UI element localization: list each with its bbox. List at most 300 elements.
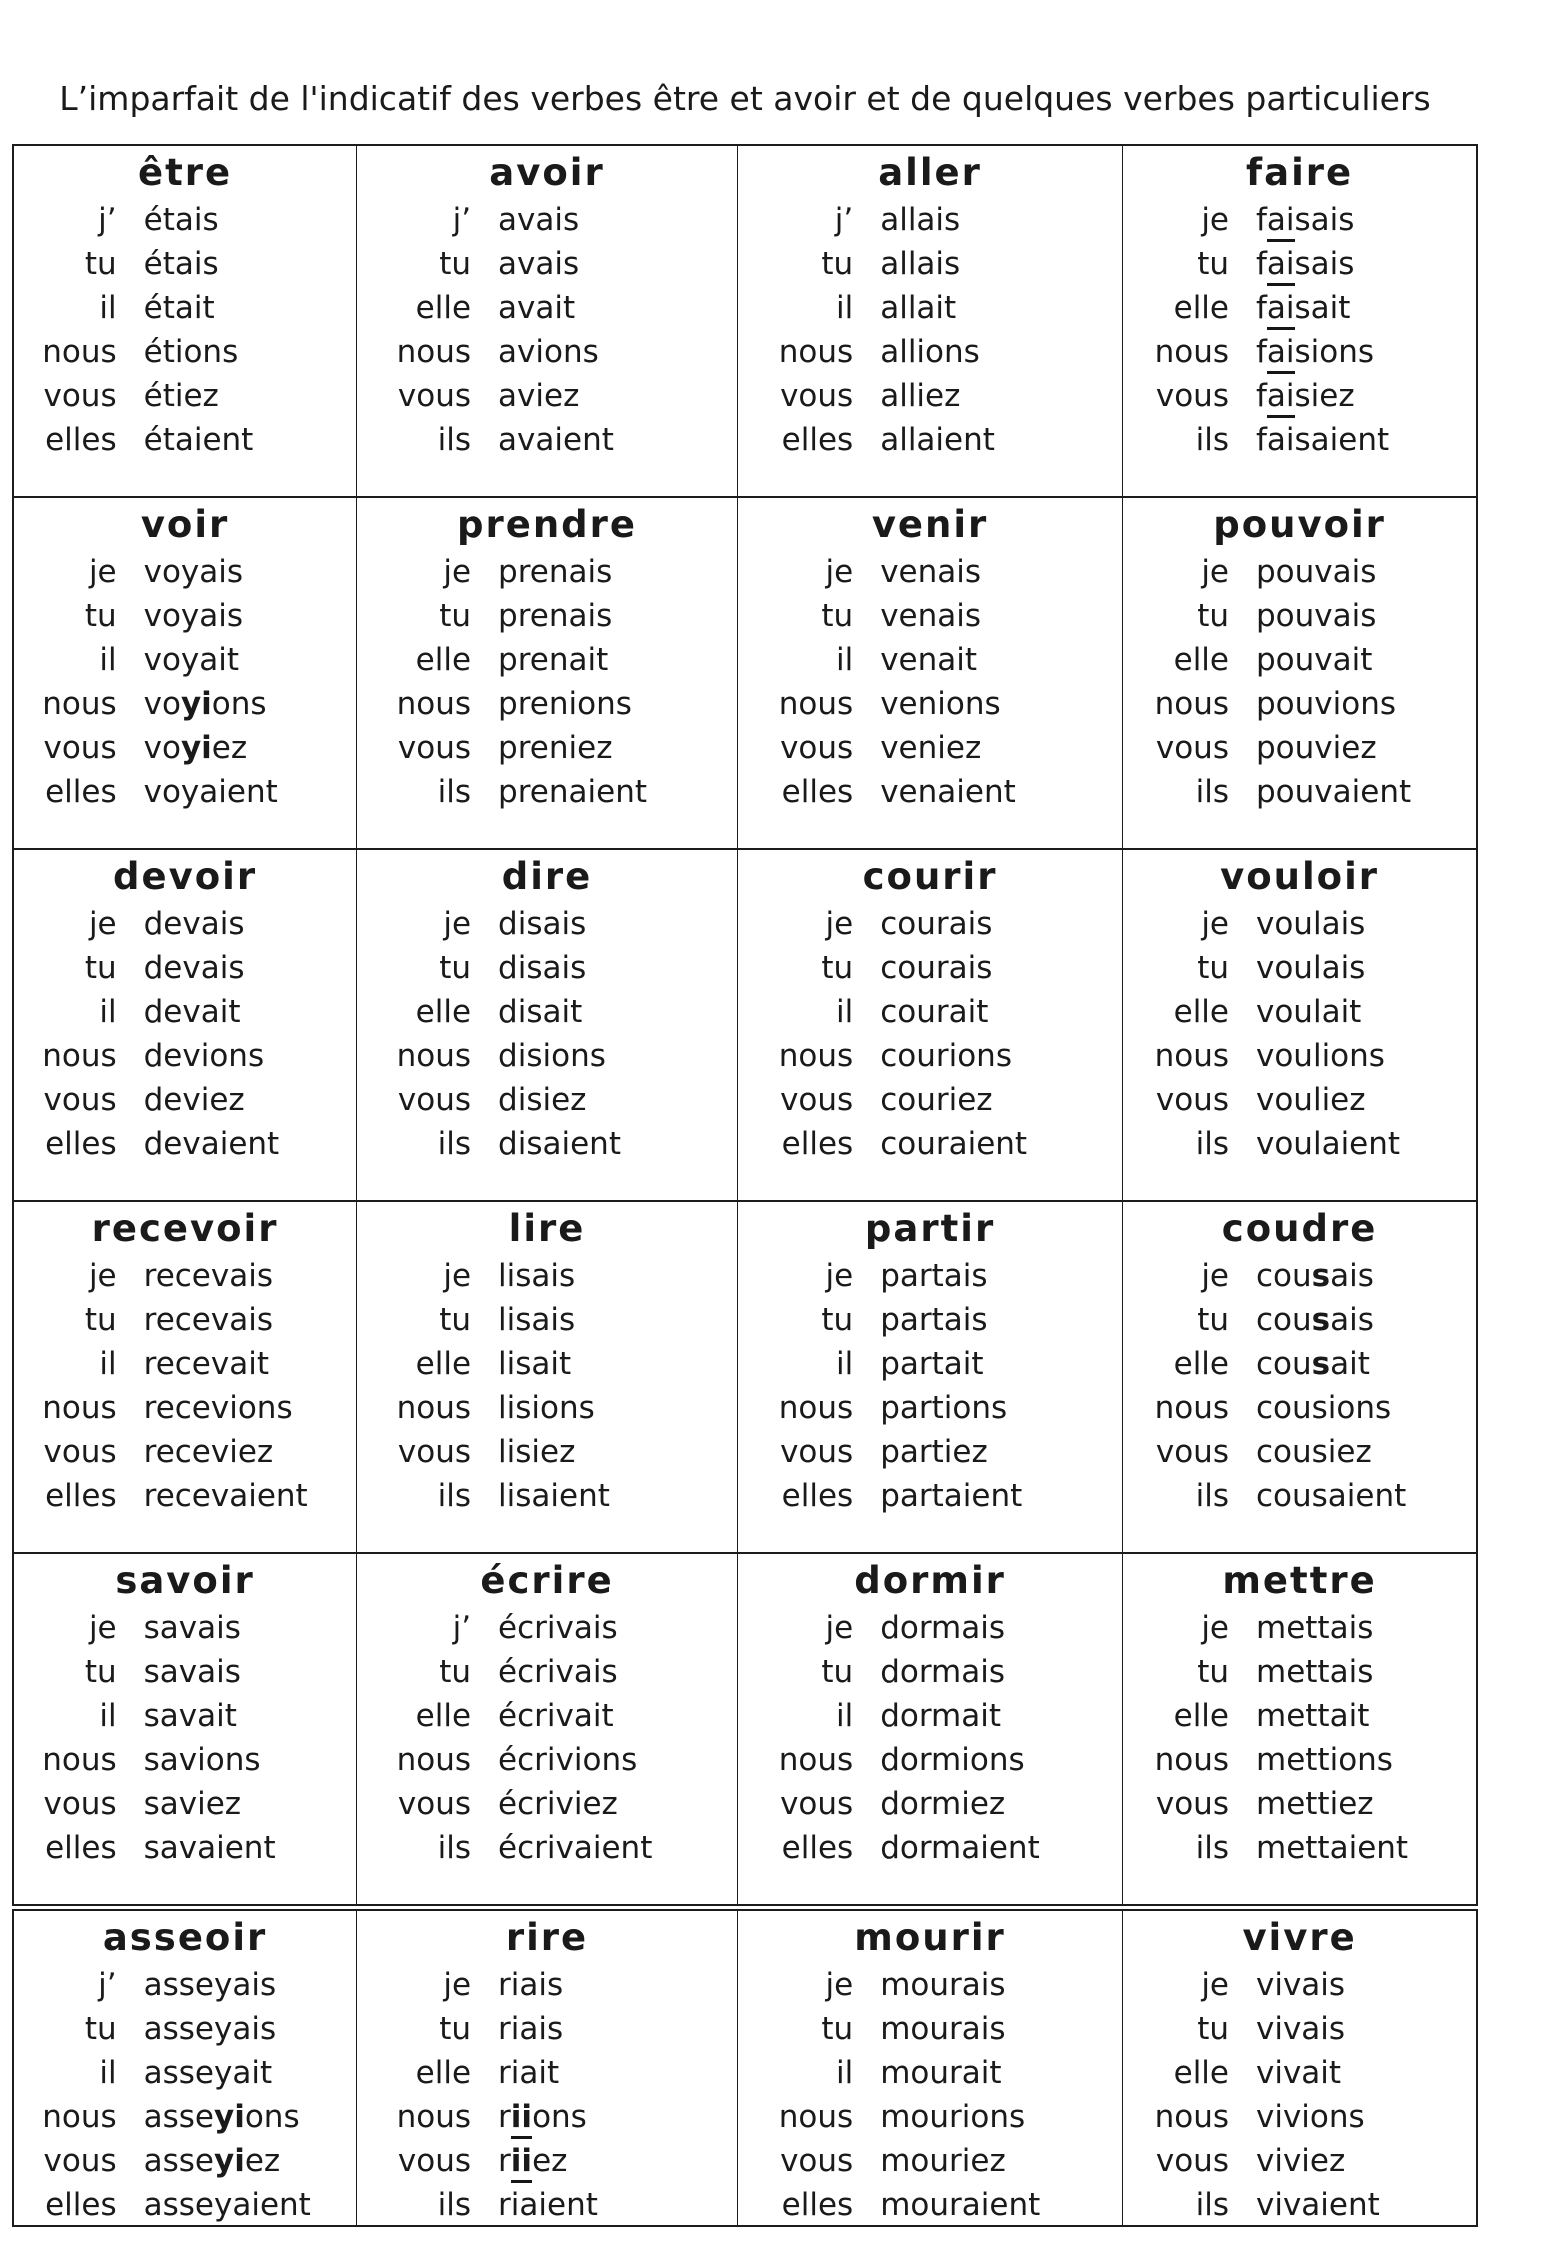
verb-form: voulait [1256, 994, 1362, 1030]
pronoun: tu [84, 246, 117, 282]
verb-form: disais [498, 950, 587, 986]
conjugation-row [14, 2051, 356, 2095]
conjugation-row [738, 1034, 1122, 1078]
verb-block-lire [356, 1202, 737, 1552]
verb-block-courir [737, 850, 1122, 1200]
verb-form: mouraient [880, 2187, 1041, 2223]
table-row [12, 1552, 1478, 1906]
pronoun: nous [1154, 334, 1229, 370]
verb-form: disais [498, 906, 587, 942]
conjugation-row [14, 1254, 356, 1298]
conjugation-row [14, 2183, 356, 2225]
verb-form: recevais [143, 1302, 273, 1338]
conjugation-row [357, 1474, 737, 1518]
verb-form: mourais [880, 2011, 1006, 2047]
pronoun: vous [397, 1786, 472, 1822]
verb-form: disait [498, 994, 583, 1030]
conjugation-row [357, 198, 737, 242]
pronoun: il [99, 2055, 117, 2091]
conjugation-row [1123, 1078, 1476, 1122]
verb-form: faisaient [1256, 422, 1390, 458]
pronoun: je [1201, 1258, 1229, 1294]
verb-form: mettait [1256, 1698, 1370, 1734]
conjugation-row [1123, 1963, 1476, 2007]
pronoun: vous [1155, 1434, 1229, 1470]
verb-form: voulais [1256, 906, 1366, 942]
conjugation-row [357, 1782, 737, 1826]
verb-block-avoir [356, 146, 737, 496]
pronoun: nous [42, 1390, 117, 1426]
verb-form: lisais [498, 1258, 576, 1294]
conjugation-row [357, 418, 737, 462]
conjugation-row [357, 1738, 737, 1782]
pronoun: tu [1197, 950, 1229, 986]
verb-infinitive: devoir [113, 855, 258, 898]
verb-form: riiez [471, 2139, 737, 2183]
pronoun: il [99, 642, 117, 678]
conjugation-row [14, 418, 356, 462]
verb-form: partiez [880, 1434, 988, 1470]
verb-infinitive: coudre [1221, 1207, 1378, 1250]
pronoun: elles [45, 1478, 117, 1514]
pronoun: tu [439, 1654, 472, 1690]
conjugation-row [1123, 2139, 1476, 2183]
conjugation-row [738, 1474, 1122, 1518]
verb-form: voulions [1256, 1038, 1385, 1074]
pronoun: nous [778, 1038, 854, 1074]
conjugation-row [357, 2183, 737, 2225]
verb-form: mettais [1256, 1654, 1374, 1690]
conjugation-row [14, 682, 356, 726]
pronoun: elles [781, 422, 854, 458]
verb-infinitive: prendre [457, 503, 638, 546]
verb-form: deviez [143, 1082, 245, 1118]
conjugation-row [357, 1430, 737, 1474]
conjugation-row [14, 902, 356, 946]
conjugation-row [738, 1694, 1122, 1738]
conjugation-row [14, 550, 356, 594]
verb-form: recevais [143, 1258, 273, 1294]
pronoun: j’ [452, 202, 472, 238]
verb-form: écrivait [498, 1698, 614, 1734]
pronoun: vous [43, 1434, 117, 1470]
conjugation-row [357, 1963, 737, 2007]
verb-form: courais [880, 950, 993, 986]
pronoun: tu [84, 950, 117, 986]
verb-form: dormions [880, 1742, 1025, 1778]
pronoun: vous [780, 378, 854, 414]
pronoun: elles [45, 2187, 117, 2223]
verb-form: riaient [498, 2187, 598, 2223]
verb-form: cousions [1256, 1390, 1392, 1426]
verb-form: recevaient [143, 1478, 308, 1514]
verb-form: était [143, 290, 215, 326]
verb-block-écrire [356, 1554, 737, 1904]
pronoun: je [1201, 202, 1229, 238]
verb-form: voyais [143, 598, 244, 634]
pronoun: nous [42, 1742, 117, 1778]
verb-form: receviez [143, 1434, 274, 1470]
verb-form: avions [498, 334, 599, 370]
pronoun: ils [1195, 1126, 1229, 1162]
conjugation-row [738, 902, 1122, 946]
verb-block-aller [737, 146, 1122, 496]
verb-form: cousais [1256, 1302, 1374, 1338]
verb-infinitive: asseoir [102, 1916, 268, 1959]
verb-form: dormais [880, 1610, 1006, 1646]
conjugation-row [14, 1606, 356, 1650]
conjugation-row [1123, 902, 1476, 946]
conjugation-row [1123, 550, 1476, 594]
conjugation-row [1123, 286, 1476, 330]
verb-form: venions [880, 686, 1001, 722]
verb-block-partir [737, 1202, 1122, 1552]
verb-infinitive: vivre [1242, 1916, 1357, 1959]
conjugation-row [1123, 726, 1476, 770]
pronoun: tu [821, 1654, 854, 1690]
conjugation-row [738, 2139, 1122, 2183]
pronoun: tu [439, 2011, 472, 2047]
verb-form: allais [880, 246, 961, 282]
verb-form: venais [880, 598, 982, 634]
pronoun: tu [821, 246, 854, 282]
conjugation-row [738, 1738, 1122, 1782]
pronoun: vous [780, 1434, 854, 1470]
pronoun: j’ [98, 1967, 117, 2003]
conjugation-row [738, 1342, 1122, 1386]
conjugation-row [738, 1430, 1122, 1474]
pronoun: tu [439, 1302, 472, 1338]
pronoun: nous [778, 1390, 854, 1426]
verb-form: avaient [498, 422, 614, 458]
verb-form: couriez [880, 1082, 993, 1118]
pronoun: je [825, 554, 854, 590]
verb-form: étaient [143, 422, 254, 458]
conjugation-row [357, 1650, 737, 1694]
pronoun: vous [397, 1434, 472, 1470]
verb-infinitive: mettre [1222, 1559, 1377, 1602]
conjugation-row [14, 946, 356, 990]
conjugation-row [738, 770, 1122, 814]
verb-infinitive: écrire [480, 1559, 614, 1602]
conjugation-row [357, 1034, 737, 1078]
verb-form: prenaient [498, 774, 647, 810]
verb-form: devais [143, 906, 245, 942]
pronoun: il [99, 1346, 117, 1382]
pronoun: nous [1154, 1742, 1229, 1778]
verb-form: asseyiez [143, 2143, 281, 2179]
pronoun: nous [778, 334, 854, 370]
conjugation-row [1123, 1034, 1476, 1078]
verb-infinitive: lire [508, 1207, 586, 1250]
conjugation-row [14, 1430, 356, 1474]
verb-block-coudre [1122, 1202, 1476, 1552]
conjugation-row [357, 2139, 737, 2183]
pronoun: je [825, 1967, 854, 2003]
pronoun: ils [1195, 1478, 1229, 1514]
pronoun: ils [437, 422, 472, 458]
conjugation-row [1123, 1298, 1476, 1342]
pronoun: j’ [834, 202, 854, 238]
conjugation-row [357, 2051, 737, 2095]
conjugation-row [14, 2139, 356, 2183]
pronoun: elles [781, 1830, 854, 1866]
verb-form: prenais [498, 554, 613, 590]
conjugation-row [1123, 1606, 1476, 1650]
pronoun: je [443, 1967, 472, 2003]
verb-infinitive: faire [1246, 151, 1354, 194]
verb-form: prenais [498, 598, 613, 634]
verb-form: mettais [1256, 1610, 1374, 1646]
pronoun: nous [42, 686, 117, 722]
pronoun: elle [1173, 1698, 1229, 1734]
pronoun: elle [1173, 2055, 1229, 2091]
verb-form: pouvais [1256, 554, 1377, 590]
table-row [12, 496, 1478, 850]
verb-form: savait [143, 1698, 237, 1734]
pronoun: tu [439, 246, 472, 282]
verb-form: mettaient [1256, 1830, 1409, 1866]
pronoun: vous [780, 1786, 854, 1822]
pronoun: vous [397, 378, 472, 414]
conjugation-row [738, 1826, 1122, 1870]
conjugation-row [14, 242, 356, 286]
verb-block-faire [1122, 146, 1476, 496]
verb-block-savoir [14, 1554, 356, 1904]
verb-form: couraient [880, 1126, 1028, 1162]
pronoun: vous [397, 1082, 472, 1118]
pronoun: vous [1155, 1786, 1229, 1822]
verb-infinitive: mourir [854, 1916, 1006, 1959]
verb-form: vivaient [1256, 2187, 1380, 2223]
pronoun: elle [415, 1698, 472, 1734]
conjugation-row [1123, 2095, 1476, 2139]
pronoun: elles [45, 774, 117, 810]
conjugation-row [357, 594, 737, 638]
verb-form: mettions [1256, 1742, 1393, 1778]
pronoun: ils [1195, 2187, 1229, 2223]
conjugation-row [14, 1342, 356, 1386]
pronoun: vous [43, 730, 117, 766]
verb-form: courais [880, 906, 993, 942]
verb-form: vouliez [1256, 1082, 1366, 1118]
conjugation-row [357, 1342, 737, 1386]
pronoun: elle [415, 2055, 472, 2091]
pronoun: tu [821, 2011, 854, 2047]
verb-form: asseyait [143, 2055, 273, 2091]
verb-block-vivre [1122, 1911, 1476, 2225]
pronoun: vous [1155, 378, 1229, 414]
verb-infinitive: courir [862, 855, 998, 898]
verb-form: faisais [1229, 242, 1476, 286]
pronoun: nous [396, 334, 472, 370]
verb-form: prenions [498, 686, 632, 722]
verb-form: mourions [880, 2099, 1026, 2135]
conjugation-row [738, 1963, 1122, 2007]
conjugation-row [1123, 682, 1476, 726]
conjugation-row [14, 1650, 356, 1694]
pronoun: elle [1173, 290, 1229, 326]
pronoun: ils [437, 774, 472, 810]
conjugation-row [738, 946, 1122, 990]
verb-form: dormaient [880, 1830, 1040, 1866]
verb-form: vivais [1256, 2011, 1346, 2047]
pronoun: tu [1197, 1654, 1229, 1690]
conjugation-row [357, 1078, 737, 1122]
verb-block-vouloir [1122, 850, 1476, 1200]
verb-infinitive: avoir [489, 151, 605, 194]
pronoun: elles [781, 1478, 854, 1514]
conjugation-row [14, 2095, 356, 2139]
verb-form: devait [143, 994, 241, 1030]
conjugation-row [357, 726, 737, 770]
verb-form: partais [880, 1258, 988, 1294]
conjugation-row [357, 286, 737, 330]
verb-infinitive: recevoir [91, 1207, 279, 1250]
pronoun: elle [415, 290, 472, 326]
verb-block-pouvoir [1122, 498, 1476, 848]
conjugation-row [1123, 2007, 1476, 2051]
pronoun: nous [42, 1038, 117, 1074]
verb-form: étions [143, 334, 239, 370]
verb-block-devoir [14, 850, 356, 1200]
conjugation-row [1123, 418, 1476, 462]
conjugation-row [1123, 374, 1476, 418]
verb-form: venaient [880, 774, 1016, 810]
pronoun: tu [84, 598, 117, 634]
pronoun: elle [415, 994, 472, 1030]
conjugation-row [738, 990, 1122, 1034]
verb-form: avait [498, 290, 576, 326]
pronoun: il [99, 1698, 117, 1734]
conjugation-row [14, 594, 356, 638]
verb-form: mourais [880, 1967, 1006, 2003]
pronoun: je [825, 906, 854, 942]
verb-form: dormait [880, 1698, 1002, 1734]
pronoun: nous [396, 1390, 472, 1426]
conjugation-row [1123, 1782, 1476, 1826]
pronoun: nous [42, 334, 117, 370]
verb-form: allaient [880, 422, 995, 458]
verb-form: partais [880, 1302, 988, 1338]
pronoun: tu [84, 2011, 117, 2047]
table-row [12, 848, 1478, 1202]
conjugation-row [1123, 1738, 1476, 1782]
conjugation-row [738, 1298, 1122, 1342]
verb-form: aviez [498, 378, 580, 414]
conjugation-row [357, 1386, 737, 1430]
conjugation-row [14, 1034, 356, 1078]
conjugation-row [1123, 1474, 1476, 1518]
pronoun: il [835, 1698, 854, 1734]
verb-form: veniez [880, 730, 982, 766]
pronoun: nous [42, 2099, 117, 2135]
conjugation-row [14, 726, 356, 770]
table-row [12, 1909, 1478, 2227]
conjugation-row [1123, 638, 1476, 682]
pronoun: il [835, 290, 854, 326]
conjugation-row [14, 1386, 356, 1430]
verb-form: partaient [880, 1478, 1023, 1514]
verb-form: riais [498, 2011, 564, 2047]
verb-form: saviez [143, 1786, 242, 1822]
pronoun: il [835, 642, 854, 678]
pronoun: nous [778, 1742, 854, 1778]
conjugation-row [14, 286, 356, 330]
conjugation-row [14, 1694, 356, 1738]
verb-form: disions [498, 1038, 606, 1074]
conjugation-row [14, 1738, 356, 1782]
verb-form: lisaient [498, 1478, 610, 1514]
verb-form: écriviez [498, 1786, 618, 1822]
conjugation-row [1123, 1122, 1476, 1166]
pronoun: tu [1197, 2011, 1229, 2047]
pronoun: vous [780, 1082, 854, 1118]
pronoun: ils [1195, 422, 1229, 458]
verb-form: asseyais [143, 2011, 277, 2047]
verb-form: voyait [143, 642, 240, 678]
verb-infinitive: vouloir [1220, 855, 1380, 898]
pronoun: je [443, 554, 472, 590]
pronoun: je [1201, 906, 1229, 942]
verb-form: asseyaient [143, 2187, 311, 2223]
pronoun: elles [45, 1830, 117, 1866]
conjugation-row [1123, 2183, 1476, 2225]
conjugation-row [14, 330, 356, 374]
pronoun: tu [439, 598, 472, 634]
conjugation-row [357, 902, 737, 946]
pronoun: il [99, 290, 117, 326]
pronoun: je [825, 1258, 854, 1294]
conjugation-row [14, 1826, 356, 1870]
verb-form: venais [880, 554, 982, 590]
pronoun: je [88, 906, 117, 942]
verb-form: pouvais [1256, 598, 1377, 634]
table-row [12, 144, 1478, 498]
verb-infinitive: dormir [854, 1559, 1006, 1602]
verb-form: dormais [880, 1654, 1006, 1690]
verb-form: disaient [498, 1126, 621, 1162]
pronoun: ils [437, 1126, 472, 1162]
conjugation-row [357, 990, 737, 1034]
verb-form: faisait [1229, 286, 1476, 330]
conjugation-table [12, 144, 1478, 2227]
pronoun: vous [397, 2143, 472, 2179]
conjugation-row [1123, 1826, 1476, 1870]
verb-form: asseyais [143, 1967, 277, 2003]
pronoun: vous [780, 730, 854, 766]
verb-form: étais [143, 202, 219, 238]
pronoun: elles [781, 1126, 854, 1162]
conjugation-row [14, 1963, 356, 2007]
verb-block-prendre [356, 498, 737, 848]
verb-form: vivions [1256, 2099, 1365, 2135]
verb-form: dormiez [880, 1786, 1006, 1822]
verb-form: écrivais [498, 1654, 618, 1690]
verb-form: voyions [143, 686, 267, 722]
conjugation-row [357, 1122, 737, 1166]
conjugation-row [1123, 946, 1476, 990]
verb-form: disiez [498, 1082, 587, 1118]
pronoun: tu [1197, 246, 1229, 282]
verb-form: allais [880, 202, 961, 238]
verb-form: lisions [498, 1390, 595, 1426]
conjugation-row [14, 1122, 356, 1166]
verb-form: courait [880, 994, 989, 1030]
conjugation-row [1123, 1430, 1476, 1474]
pronoun: ils [1195, 774, 1229, 810]
conjugation-row [357, 374, 737, 418]
